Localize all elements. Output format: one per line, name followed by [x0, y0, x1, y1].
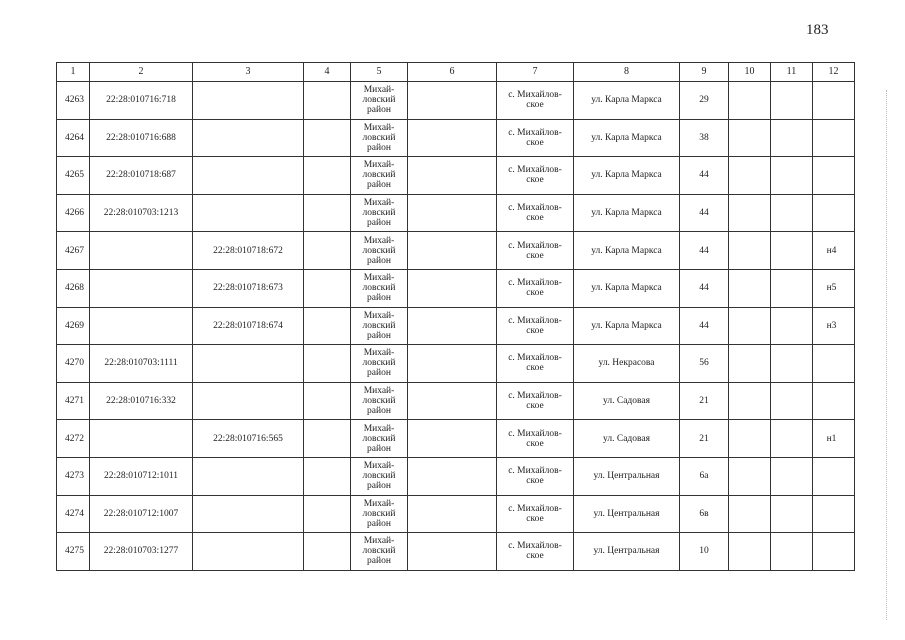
district-cell — [351, 495, 408, 533]
district-cell-line: Михай- — [363, 536, 395, 547]
column-10-cell — [729, 82, 771, 120]
table-row — [57, 194, 855, 232]
street-cell: ул. Карла Маркса — [574, 194, 680, 232]
column-header-10: 10 — [729, 63, 771, 82]
row-number-cell: 4271 — [57, 382, 90, 420]
cadastral-number-land-cell: 22:28:010716:332 — [90, 382, 193, 420]
settlement-cell — [497, 533, 574, 571]
table-row — [57, 495, 855, 533]
settlement-cell-line: ское — [526, 175, 544, 186]
settlement-cell-line: с. Михайлов- — [508, 428, 562, 439]
district-cell-line: ловский — [362, 320, 396, 331]
settlement-cell-line: с. Михайлов- — [508, 541, 562, 552]
column-11-cell — [771, 269, 813, 307]
district-cell-line: район — [367, 443, 391, 454]
premises-number-cell: н4 — [813, 232, 855, 270]
column-6-cell — [408, 457, 497, 495]
premises-number-cell: н5 — [813, 269, 855, 307]
house-number-cell: 29 — [680, 82, 729, 120]
settlement-cell-line: с. Михайлов- — [508, 391, 562, 402]
district-cell-line: район — [367, 330, 391, 341]
house-number-cell: 10 — [680, 533, 729, 571]
column-10-cell — [729, 232, 771, 270]
column-10-cell — [729, 345, 771, 383]
street-cell: ул. Некрасова — [574, 345, 680, 383]
row-number-cell: 4272 — [57, 420, 90, 458]
cadastral-number-premises-cell — [193, 345, 304, 383]
column-4-cell — [304, 157, 351, 195]
street-cell: ул. Карла Маркса — [574, 82, 680, 120]
district-cell-line: ловский — [362, 396, 396, 407]
house-number-cell: 6в — [680, 495, 729, 533]
column-4-cell — [304, 307, 351, 345]
column-6-cell — [408, 232, 497, 270]
street-cell: ул. Карла Маркса — [574, 157, 680, 195]
house-number-cell: 38 — [680, 119, 729, 157]
settlement-cell — [497, 157, 574, 195]
district-cell — [351, 307, 408, 345]
cadastral-number-premises-cell: 22:28:010718:672 — [193, 232, 304, 270]
premises-number-cell — [813, 345, 855, 383]
cadastral-number-premises-cell: 22:28:010718:673 — [193, 269, 304, 307]
row-number-cell: 4264 — [57, 119, 90, 157]
cadastral-number-land-cell: 22:28:010703:1213 — [90, 194, 193, 232]
premises-number-cell — [813, 382, 855, 420]
settlement-cell-line: с. Михайлов- — [508, 466, 562, 477]
district-cell — [351, 457, 408, 495]
house-number-cell: 44 — [680, 194, 729, 232]
settlement-cell-line: ское — [526, 551, 544, 562]
column-10-cell — [729, 382, 771, 420]
column-header-6: 6 — [408, 63, 497, 82]
premises-number-cell — [813, 457, 855, 495]
settlement-cell-line: ское — [526, 513, 544, 524]
district-cell-line: ловский — [362, 208, 396, 219]
district-cell-line: Михай- — [363, 160, 395, 171]
column-11-cell — [771, 194, 813, 232]
street-cell: ул. Карла Маркса — [574, 119, 680, 157]
row-number-cell: 4267 — [57, 232, 90, 270]
column-header-5: 5 — [351, 63, 408, 82]
cadastral-number-land-cell — [90, 232, 193, 270]
column-header-2: 2 — [90, 63, 193, 82]
district-cell-line: ловский — [362, 283, 396, 294]
column-10-cell — [729, 420, 771, 458]
cadastral-number-land-cell — [90, 269, 193, 307]
column-6-cell — [408, 307, 497, 345]
district-cell-line: Михай- — [363, 423, 395, 434]
column-header-11: 11 — [771, 63, 813, 82]
table-row — [57, 345, 855, 383]
district-cell-line: Михай- — [363, 85, 395, 96]
district-cell-line: район — [367, 255, 391, 266]
page-number: 183 — [806, 22, 829, 38]
cadastral-number-premises-cell: 22:28:010718:674 — [193, 307, 304, 345]
district-cell-line: район — [367, 218, 391, 229]
settlement-cell — [497, 420, 574, 458]
cadastral-number-premises-cell — [193, 119, 304, 157]
settlement-cell-line: ское — [526, 401, 544, 412]
column-10-cell — [729, 457, 771, 495]
district-cell-line: ловский — [362, 170, 396, 181]
column-6-cell — [408, 269, 497, 307]
settlement-cell-line: ское — [526, 438, 544, 449]
house-number-cell: 44 — [680, 157, 729, 195]
column-4-cell — [304, 533, 351, 571]
district-cell-line: район — [367, 518, 391, 529]
settlement-cell — [497, 119, 574, 157]
column-10-cell — [729, 157, 771, 195]
district-cell-line: Михай- — [363, 386, 395, 397]
settlement-cell — [497, 307, 574, 345]
row-number-cell: 4268 — [57, 269, 90, 307]
column-10-cell — [729, 533, 771, 571]
settlement-cell-line: с. Михайлов- — [508, 127, 562, 138]
street-cell: ул. Центральная — [574, 533, 680, 571]
table-row — [57, 232, 855, 270]
row-number-cell: 4270 — [57, 345, 90, 383]
column-11-cell — [771, 82, 813, 120]
district-cell — [351, 345, 408, 383]
column-4-cell — [304, 345, 351, 383]
street-cell: ул. Садовая — [574, 382, 680, 420]
district-cell-line: район — [367, 406, 391, 417]
column-11-cell — [771, 495, 813, 533]
settlement-cell-line: с. Михайлов- — [508, 353, 562, 364]
street-cell: ул. Центральная — [574, 457, 680, 495]
premises-number-cell: н1 — [813, 420, 855, 458]
cadastral-number-premises-cell — [193, 382, 304, 420]
column-11-cell — [771, 382, 813, 420]
column-header-3: 3 — [193, 63, 304, 82]
cadastral-number-premises-cell — [193, 82, 304, 120]
house-number-cell: 56 — [680, 345, 729, 383]
column-4-cell — [304, 382, 351, 420]
column-6-cell — [408, 382, 497, 420]
column-4-cell — [304, 119, 351, 157]
district-cell-line: ловский — [362, 471, 396, 482]
settlement-cell-line: с. Михайлов- — [508, 278, 562, 289]
district-cell-line: район — [367, 293, 391, 304]
row-number-cell: 4275 — [57, 533, 90, 571]
district-cell-line: Михай- — [363, 498, 395, 509]
column-6-cell — [408, 420, 497, 458]
district-cell-line: район — [367, 142, 391, 153]
table-body — [57, 82, 855, 571]
district-cell — [351, 194, 408, 232]
row-number-cell: 4274 — [57, 495, 90, 533]
district-cell-line: район — [367, 180, 391, 191]
settlement-cell-line: ское — [526, 213, 544, 224]
premises-number-cell — [813, 119, 855, 157]
settlement-cell — [497, 382, 574, 420]
column-4-cell — [304, 269, 351, 307]
column-11-cell — [771, 157, 813, 195]
street-cell: ул. Карла Маркса — [574, 269, 680, 307]
column-10-cell — [729, 194, 771, 232]
settlement-cell-line: ское — [526, 363, 544, 374]
row-number-cell: 4266 — [57, 194, 90, 232]
cadastral-number-premises-cell — [193, 157, 304, 195]
district-cell — [351, 119, 408, 157]
column-6-cell — [408, 194, 497, 232]
district-cell — [351, 157, 408, 195]
district-cell-line: район — [367, 105, 391, 116]
house-number-cell: 21 — [680, 382, 729, 420]
column-header-4: 4 — [304, 63, 351, 82]
column-6-cell — [408, 345, 497, 383]
cadastral-number-land-cell: 22:28:010703:1111 — [90, 345, 193, 383]
row-number-cell: 4265 — [57, 157, 90, 195]
column-6-cell — [408, 533, 497, 571]
column-11-cell — [771, 533, 813, 571]
settlement-cell-line: с. Михайлов- — [508, 203, 562, 214]
column-4-cell — [304, 194, 351, 232]
column-10-cell — [729, 307, 771, 345]
column-11-cell — [771, 119, 813, 157]
house-number-cell: 21 — [680, 420, 729, 458]
district-cell — [351, 82, 408, 120]
column-6-cell — [408, 495, 497, 533]
column-4-cell — [304, 232, 351, 270]
cadastral-number-premises-cell: 22:28:010716:565 — [193, 420, 304, 458]
column-header-9: 9 — [680, 63, 729, 82]
district-cell-line: Михай- — [363, 235, 395, 246]
street-cell: ул. Садовая — [574, 420, 680, 458]
cadastral-number-land-cell: 22:28:010712:1007 — [90, 495, 193, 533]
premises-number-cell — [813, 495, 855, 533]
settlement-cell-line: ское — [526, 137, 544, 148]
district-cell-line: ловский — [362, 433, 396, 444]
district-cell-line: район — [367, 368, 391, 379]
premises-number-cell — [813, 157, 855, 195]
district-cell-line: ловский — [362, 245, 396, 256]
district-cell-line: Михай- — [363, 348, 395, 359]
settlement-cell-line: с. Михайлов- — [508, 165, 562, 176]
district-cell — [351, 232, 408, 270]
table-row — [57, 382, 855, 420]
column-header-12: 12 — [813, 63, 855, 82]
column-11-cell — [771, 307, 813, 345]
cadastral-number-premises-cell — [193, 194, 304, 232]
settlement-cell-line: с. Михайлов- — [508, 90, 562, 101]
column-10-cell — [729, 119, 771, 157]
column-10-cell — [729, 495, 771, 533]
house-number-cell: 44 — [680, 269, 729, 307]
district-cell — [351, 382, 408, 420]
settlement-cell-line: ское — [526, 325, 544, 336]
cadastral-number-land-cell: 22:28:010718:687 — [90, 157, 193, 195]
district-cell-line: ловский — [362, 132, 396, 143]
premises-number-cell — [813, 82, 855, 120]
settlement-cell — [497, 82, 574, 120]
cadastral-number-land-cell — [90, 420, 193, 458]
cadastral-number-land-cell: 22:28:010716:688 — [90, 119, 193, 157]
district-cell-line: район — [367, 556, 391, 567]
row-number-cell: 4273 — [57, 457, 90, 495]
district-cell-line: район — [367, 481, 391, 492]
table-row — [57, 82, 855, 120]
district-cell-line: ловский — [362, 546, 396, 557]
cadastral-number-premises-cell — [193, 495, 304, 533]
column-4-cell — [304, 82, 351, 120]
scan-edge-marks — [886, 90, 887, 620]
cadastral-number-land-cell — [90, 307, 193, 345]
settlement-cell-line: с. Михайлов- — [508, 240, 562, 251]
table-row — [57, 269, 855, 307]
street-cell: ул. Карла Маркса — [574, 232, 680, 270]
settlement-cell-line: ское — [526, 476, 544, 487]
settlement-cell-line: ское — [526, 100, 544, 111]
column-6-cell — [408, 82, 497, 120]
column-11-cell — [771, 420, 813, 458]
district-cell-line: ловский — [362, 95, 396, 106]
settlement-cell — [497, 232, 574, 270]
house-number-cell: 6а — [680, 457, 729, 495]
cadastral-number-premises-cell — [193, 457, 304, 495]
house-number-cell: 44 — [680, 232, 729, 270]
table-row — [57, 119, 855, 157]
settlement-cell-line: с. Михайлов- — [508, 503, 562, 514]
district-cell-line: Михай- — [363, 122, 395, 133]
row-number-cell: 4269 — [57, 307, 90, 345]
column-11-cell — [771, 457, 813, 495]
column-4-cell — [304, 457, 351, 495]
district-cell-line: ловский — [362, 508, 396, 519]
table-row — [57, 457, 855, 495]
settlement-cell-line: с. Михайлов- — [508, 315, 562, 326]
district-cell — [351, 420, 408, 458]
table-row — [57, 420, 855, 458]
column-10-cell — [729, 269, 771, 307]
settlement-cell — [497, 457, 574, 495]
premises-number-cell — [813, 533, 855, 571]
row-number-cell: 4263 — [57, 82, 90, 120]
settlement-cell — [497, 194, 574, 232]
district-cell-line: Михай- — [363, 461, 395, 472]
street-cell: ул. Карла Маркса — [574, 307, 680, 345]
premises-number-cell: н3 — [813, 307, 855, 345]
table-row — [57, 157, 855, 195]
column-header-7: 7 — [497, 63, 574, 82]
district-cell-line: ловский — [362, 358, 396, 369]
column-4-cell — [304, 495, 351, 533]
settlement-cell — [497, 269, 574, 307]
house-number-cell: 44 — [680, 307, 729, 345]
cadastral-number-land-cell: 22:28:010716:718 — [90, 82, 193, 120]
column-4-cell — [304, 420, 351, 458]
registry-table — [56, 62, 855, 571]
street-cell: ул. Центральная — [574, 495, 680, 533]
column-6-cell — [408, 119, 497, 157]
column-header-8: 8 — [574, 63, 680, 82]
settlement-cell-line: ское — [526, 250, 544, 261]
column-11-cell — [771, 232, 813, 270]
table-row — [57, 533, 855, 571]
cadastral-number-premises-cell — [193, 533, 304, 571]
column-6-cell — [408, 157, 497, 195]
district-cell — [351, 269, 408, 307]
settlement-cell — [497, 495, 574, 533]
column-header-1: 1 — [57, 63, 90, 82]
district-cell — [351, 533, 408, 571]
table-row — [57, 307, 855, 345]
settlement-cell — [497, 345, 574, 383]
district-cell-line: Михай- — [363, 310, 395, 321]
cadastral-number-land-cell: 22:28:010712:1011 — [90, 457, 193, 495]
premises-number-cell — [813, 194, 855, 232]
district-cell-line: Михай- — [363, 198, 395, 209]
header-row — [57, 63, 855, 82]
district-cell-line: Михай- — [363, 273, 395, 284]
cadastral-number-land-cell: 22:28:010703:1277 — [90, 533, 193, 571]
settlement-cell-line: ское — [526, 288, 544, 299]
column-11-cell — [771, 345, 813, 383]
